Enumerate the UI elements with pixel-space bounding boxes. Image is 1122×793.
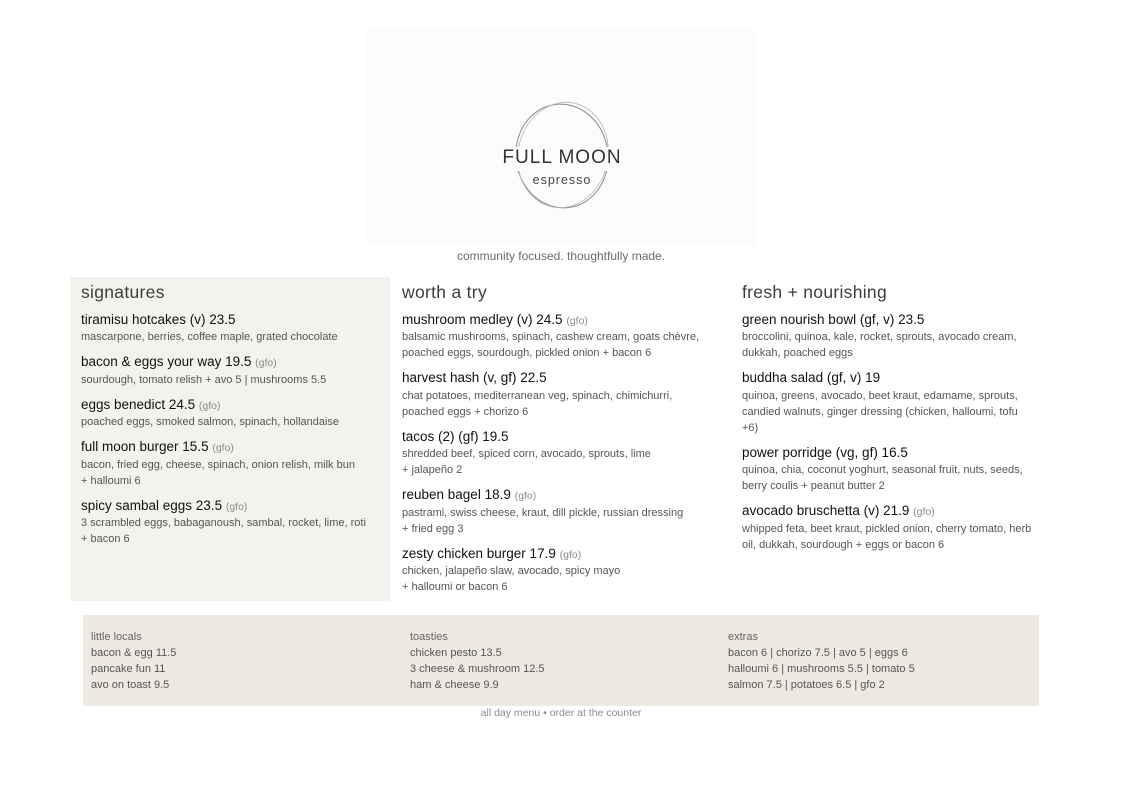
description-line: 3 scrambled eggs, babaganoush, sambal, rocket, lime, roti — [81, 517, 366, 530]
bottom-line: bacon & egg 11.5 — [91, 647, 177, 659]
menu-item-description — [81, 414, 380, 430]
tagline: community focused. thoughtfully made. — [456, 249, 666, 263]
bottom-line: avo on toast 9.5 — [91, 679, 170, 691]
menu-item — [402, 312, 722, 362]
menu-item-description — [402, 446, 722, 478]
description-line: quinoa, greens, avocado, beet kraut, edamame, sprouts, — [742, 389, 1018, 402]
menu-item — [402, 429, 722, 479]
menu-item-description — [402, 563, 722, 595]
section-title: fresh + nourishing — [742, 282, 887, 302]
description-line: shredded beef, spiced corn, avocado, sprouts, lime — [402, 448, 651, 461]
description-line: berry coulis + peanut butter 2 — [742, 480, 885, 493]
menu-item — [81, 498, 380, 548]
menu-item-title: spicy sambal eggs 23.5 — [81, 497, 223, 513]
menu-item-description — [742, 462, 1052, 494]
menu-item-name — [81, 354, 380, 370]
menu-item-title: full moon burger 15.5 — [81, 439, 209, 455]
description-line: balsamic mushrooms, spinach, cashew cream, goats chèvre, — [402, 331, 700, 344]
menu-item-title: buddha salad (gf, v) 19 — [742, 370, 881, 386]
menu-item-title: avocado bruschetta (v) 21.9 — [742, 503, 910, 519]
dietary-tag: (gfo) — [514, 490, 537, 503]
bottom-line: bacon 6 | chorizo 7.5 | avo 5 | eggs 6 — [728, 647, 908, 659]
menu-item-title: green nourish bowl (gf, v) 23.5 — [742, 311, 925, 327]
description-line: mascarpone, berries, coffee maple, grated chocolate — [81, 331, 338, 344]
description-line: + fried egg 3 — [402, 522, 464, 535]
section-title: signatures — [81, 282, 165, 302]
description-line: poached eggs + chorizo 6 — [402, 405, 529, 418]
description-line: pastrami, swiss cheese, kraut, dill pickle, russian dressing — [402, 506, 684, 519]
bottom-line: ham & cheese 9.9 — [410, 679, 499, 691]
logo-title: FULL MOON — [502, 147, 622, 168]
menu-item-description — [402, 505, 722, 537]
dietary-tag: (gfo) — [212, 442, 234, 455]
worth-a-try-section — [402, 277, 722, 604]
description-line: poached eggs, smoked salmon, spinach, hollandaise — [81, 416, 340, 429]
menu-item-description — [402, 329, 722, 361]
menu-item — [402, 487, 722, 537]
description-line: + bacon 6 — [81, 533, 130, 546]
toasties-column — [410, 629, 545, 693]
logo-subtitle: espresso — [532, 173, 592, 187]
menu-item-name — [742, 445, 1052, 461]
description-line: dukkah, poached eggs — [742, 347, 853, 360]
full-moon-logo — [366, 29, 757, 246]
menu-item-name — [742, 370, 1052, 386]
menu-item-name — [402, 312, 722, 328]
section-title: worth a try — [402, 282, 487, 302]
bottom-line: salmon 7.5 | potatoes 6.5 | gfo 2 — [728, 679, 885, 691]
menu-item-name — [402, 487, 722, 503]
description-line: whipped feta, beet kraut, pickled onion, cherry tomato, herb — [742, 522, 1032, 535]
dietary-tag: (gfo) — [566, 314, 588, 327]
menu-item — [742, 312, 1052, 362]
dietary-tag: (gfo) — [559, 548, 582, 561]
menu-item — [81, 439, 380, 489]
dietary-tag: (gfo) — [255, 357, 277, 370]
menu-item-title: zesty chicken burger 17.9 — [402, 545, 556, 561]
menu-item-title: tiramisu hotcakes (v) 23.5 — [81, 311, 236, 327]
signatures-section — [70, 277, 390, 601]
footnote: all day menu • order at the counter — [480, 707, 642, 719]
menu-item-title: power porridge (vg, gf) 16.5 — [742, 444, 908, 460]
menu-item-name — [742, 312, 1052, 328]
menu-item — [81, 354, 380, 388]
dietary-tag: (gfo) — [913, 506, 935, 519]
menu-item-title: harvest hash (v, gf) 22.5 — [402, 370, 547, 386]
menu-item-description — [81, 515, 380, 547]
logo-panel — [366, 29, 757, 246]
menu-item-title: mushroom medley (v) 24.5 — [402, 311, 563, 327]
menu-item-title: bacon & eggs your way 19.5 — [81, 354, 252, 370]
menu-item-description — [81, 372, 380, 388]
menu-item — [402, 546, 722, 596]
bottom-line: halloumi 6 | mushrooms 5.5 | tomato 5 — [728, 663, 915, 675]
description-line: +6) — [742, 421, 759, 434]
description-line: + jalapeño 2 — [402, 464, 463, 477]
menu-item — [81, 312, 380, 346]
description-line: chat potatoes, mediterranean veg, spinach, chimichurri, — [402, 389, 673, 402]
menu-item-name — [402, 370, 722, 386]
menu-item-name — [81, 498, 380, 514]
menu-item-description — [742, 329, 1052, 361]
menu-item-name — [742, 503, 1052, 519]
menu-item-name — [81, 312, 380, 328]
description-line: candied walnuts, ginger dressing (chicken, halloumi, tofu — [742, 405, 1018, 418]
fresh-nourishing-section — [742, 277, 1052, 562]
bottom-heading: extras — [728, 631, 758, 643]
menu-item-name — [81, 397, 380, 413]
menu-item — [81, 397, 380, 431]
description-line: chicken, jalapeño slaw, avocado, spicy mayo — [402, 565, 621, 578]
description-line: oil, dukkah, sourdough + eggs or bacon 6 — [742, 538, 945, 551]
bottom-panel — [83, 615, 1039, 706]
menu-item-title: reuben bagel 18.9 — [402, 487, 511, 503]
menu-item-description — [742, 388, 1052, 436]
bottom-line: chicken pesto 13.5 — [410, 647, 502, 659]
description-line: sourdough, tomato relish + avo 5 | mushrooms 5.5 — [81, 373, 327, 386]
menu-item — [402, 370, 722, 420]
menu-item-title: tacos (2) (gf) 19.5 — [402, 428, 509, 444]
menu-item-name — [81, 439, 380, 455]
menu-item-description — [81, 457, 380, 489]
menu-item-title: eggs benedict 24.5 — [81, 396, 196, 412]
dietary-tag: (gfo) — [198, 399, 221, 412]
menu-item — [742, 503, 1052, 553]
bottom-line: pancake fun 11 — [91, 663, 166, 675]
description-line: bacon, fried egg, cheese, spinach, onion relish, milk bun — [81, 458, 355, 471]
bottom-heading: toasties — [410, 631, 448, 643]
description-line: + halloumi 6 — [81, 474, 141, 487]
description-line: broccolini, quinoa, kale, rocket, sprouts, avocado cream, — [742, 331, 1017, 344]
description-line: + halloumi or bacon 6 — [402, 581, 508, 594]
menu-item-description — [742, 521, 1052, 553]
menu-item — [742, 370, 1052, 436]
description-line: quinoa, chia, coconut yoghurt, seasonal fruit, nuts, seeds, — [742, 464, 1023, 477]
dietary-tag: (gfo) — [225, 500, 248, 513]
menu-item-description — [81, 329, 380, 345]
extras-column — [728, 629, 915, 693]
bottom-line: 3 cheese & mushroom 12.5 — [410, 663, 545, 675]
menu-item-description — [402, 388, 722, 420]
menu-item — [742, 445, 1052, 495]
description-line: poached eggs, sourdough, pickled onion + bacon 6 — [402, 347, 652, 360]
little-locals-column — [91, 629, 176, 693]
menu-item-name — [402, 546, 722, 562]
menu-item-name — [402, 429, 722, 445]
bottom-heading: little locals — [91, 631, 142, 643]
